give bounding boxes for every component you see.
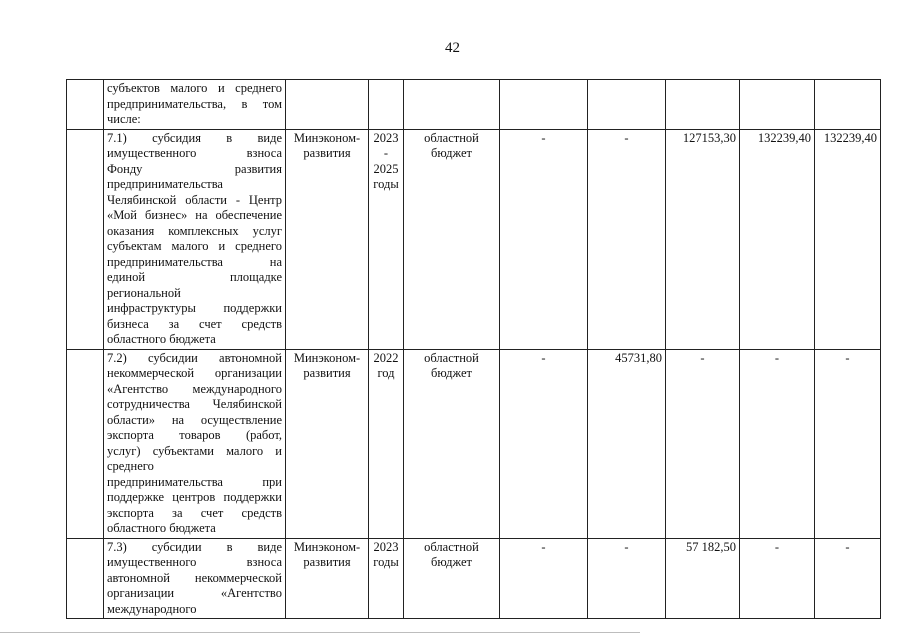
- description-cell: [104, 349, 286, 538]
- row-number-cell: [67, 538, 104, 619]
- responsible-cell: [286, 349, 369, 538]
- responsible-cell: [286, 129, 369, 349]
- cell-value: -: [845, 539, 850, 554]
- cell-text-line: бизнеса за счет средств: [107, 316, 282, 331]
- cell-value: -: [700, 350, 705, 365]
- cell-value: 57 182,50: [686, 539, 736, 554]
- cell-text-line: Минэконом-: [293, 350, 361, 365]
- amount-cell: [666, 349, 740, 538]
- cell-text-line: имущественного взноса: [107, 555, 282, 569]
- cell-text-line: областного бюджета: [107, 332, 216, 346]
- amount-cell: [588, 80, 666, 130]
- cell-text-line: 7.2) субсидии автономной: [107, 350, 282, 365]
- cell-text-line: организации «Агентство: [107, 586, 282, 600]
- amount-cell: [815, 129, 881, 349]
- cell-text-line: автономной некоммерческой: [107, 570, 282, 585]
- cell-value: 127153,30: [682, 130, 736, 145]
- cell-value: -: [541, 539, 546, 554]
- cell-text-line: 2023: [373, 539, 399, 554]
- cell-value: -: [541, 130, 546, 145]
- amount-cell: [815, 538, 881, 619]
- amount-cell: [500, 349, 588, 538]
- amount-cell: [666, 129, 740, 349]
- cell-text-line: годы: [373, 555, 399, 569]
- amount-cell: [815, 349, 881, 538]
- row-number-cell: [67, 349, 104, 538]
- cell-text-line: 2025: [373, 161, 399, 176]
- cell-text-line: имущественного взноса: [107, 146, 282, 160]
- cell-text-line: субъектов малого и среднего: [107, 81, 282, 95]
- scan-edge-line: [0, 632, 640, 633]
- table-row: [67, 538, 881, 619]
- cell-text-line: областной: [424, 130, 479, 145]
- responsible-cell: [286, 80, 369, 130]
- cell-text-line: экспорта товаров (работ,: [107, 428, 282, 442]
- period-cell: [369, 349, 404, 538]
- cell-text-line: Минэконом-: [293, 539, 361, 554]
- cell-value: -: [774, 350, 780, 365]
- cell-text-line: экспорта за счет средств: [107, 505, 282, 520]
- cell-text-line: предпринимательства: [107, 177, 223, 191]
- cell-text-line: Минэконом-: [293, 130, 361, 145]
- responsible-cell: [286, 538, 369, 619]
- cell-text-line: предпринимательства, в том: [107, 96, 282, 111]
- description-cell: [104, 80, 286, 130]
- cell-value: -: [774, 539, 780, 554]
- cell-text-line: поддержке центров поддержки: [107, 490, 282, 504]
- amount-cell: [740, 129, 815, 349]
- amount-cell: [740, 349, 815, 538]
- cell-text-line: развития: [303, 366, 351, 380]
- cell-value: -: [845, 350, 850, 365]
- cell-value: 132239,40: [757, 130, 811, 145]
- period-cell: [369, 129, 404, 349]
- cell-text-line: предпринимательства при: [107, 474, 282, 489]
- cell-text-line: единой площадке: [107, 270, 282, 284]
- funding-source-cell: [404, 538, 500, 619]
- cell-text-line: областного бюджета: [107, 521, 216, 535]
- cell-text-line: предпринимательства на: [107, 254, 282, 269]
- amount-cell: [588, 129, 666, 349]
- row-number-cell: [67, 129, 104, 349]
- cell-text-line: областной: [424, 539, 479, 554]
- cell-text-line: области» на осуществление: [107, 412, 282, 427]
- cell-value: -: [541, 350, 546, 365]
- funding-source-cell: [404, 80, 500, 130]
- page-number: 42: [445, 40, 460, 56]
- cell-text-line: Челябинской области - Центр: [107, 192, 282, 207]
- cell-text-line: бюджет: [431, 555, 472, 569]
- cell-text-line: числе:: [107, 112, 141, 126]
- amount-cell: [500, 538, 588, 619]
- description-cell: [104, 538, 286, 619]
- cell-text-line: субъектам малого и среднего: [107, 239, 282, 253]
- program-table: [66, 79, 881, 619]
- table-row: [67, 80, 881, 130]
- amount-cell: [740, 80, 815, 130]
- cell-text-line: развития: [303, 555, 351, 569]
- amount-cell: [588, 538, 666, 619]
- description-cell: [104, 129, 286, 349]
- table-row: [67, 129, 881, 349]
- period-cell: [369, 538, 404, 619]
- period-cell: [369, 80, 404, 130]
- amount-cell: [500, 80, 588, 130]
- cell-text-line: оказания комплексных услуг: [107, 223, 282, 238]
- cell-text-line: сотрудничества Челябинской: [107, 397, 282, 411]
- cell-value: 45731,80: [615, 350, 662, 365]
- cell-value: -: [624, 539, 629, 554]
- cell-text-line: среднего: [107, 459, 154, 473]
- row-number-cell: [67, 80, 104, 130]
- cell-text-line: Фонду развития: [107, 161, 282, 176]
- cell-text-line: годы: [373, 177, 399, 191]
- cell-value: 132239,40: [823, 130, 877, 145]
- cell-text-line: развития: [303, 146, 351, 160]
- amount-cell: [815, 80, 881, 130]
- table-row: [67, 349, 881, 538]
- cell-value: -: [624, 130, 629, 145]
- funding-source-cell: [404, 349, 500, 538]
- funding-source-cell: [404, 129, 500, 349]
- cell-text-line: услуг) субъектами малого и: [107, 443, 282, 458]
- cell-text-line: 2022: [373, 350, 399, 365]
- cell-text-line: год: [377, 366, 395, 380]
- cell-text-line: региональной: [107, 285, 181, 300]
- cell-text-line: некоммерческой организации: [107, 366, 282, 380]
- cell-text-line: международного: [107, 601, 197, 616]
- amount-cell: [666, 538, 740, 619]
- cell-text-line: 7.1) субсидия в виде: [107, 130, 282, 145]
- cell-text-line: 2023 -: [373, 130, 399, 160]
- cell-text-line: «Агентство международного: [107, 381, 282, 396]
- cell-text-line: «Мой бизнес» на обеспечение: [107, 208, 282, 222]
- amount-cell: [666, 80, 740, 130]
- cell-text-line: бюджет: [431, 366, 472, 380]
- cell-text-line: областной: [424, 350, 479, 365]
- cell-text-line: инфраструктуры поддержки: [107, 301, 282, 315]
- amount-cell: [588, 349, 666, 538]
- cell-text-line: бюджет: [431, 146, 472, 160]
- amount-cell: [500, 129, 588, 349]
- cell-text-line: 7.3) субсидии в виде: [107, 539, 282, 554]
- amount-cell: [740, 538, 815, 619]
